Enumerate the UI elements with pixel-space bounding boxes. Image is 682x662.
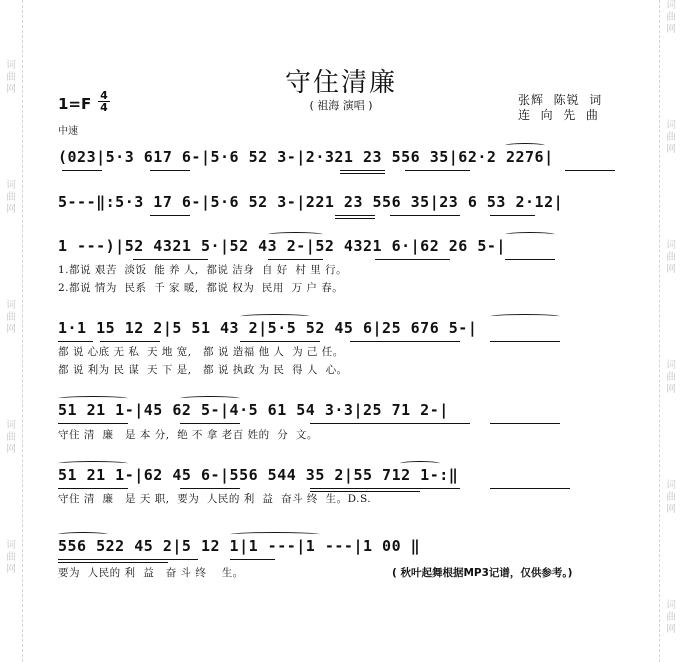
singer-credit: ( 祖海 演唱 ) [309, 99, 373, 112]
tie-slur [400, 461, 440, 466]
beam-underline [390, 215, 460, 216]
watermark-text: 词 曲 网 [666, 120, 676, 155]
beam-underline [310, 488, 460, 489]
beam-underline [335, 215, 375, 216]
notation-line-5: 51 21 1-|45 62 5-|4·5 61 54 3·3|25 71 2-| [58, 401, 449, 419]
lyric-verse-2: 都 说 利为 民 谋 天 下 是, 都 说 执政 为 民 得 人 心。 [58, 364, 348, 376]
tie-slur [505, 232, 555, 237]
lyric-verse-1: 1.都说 艰苦 淡饭 能 养 人, 都说 洁身 自 好 村 里 行。 [58, 264, 348, 276]
watermark-text: 词 曲 网 [666, 360, 676, 395]
tie-slur [58, 396, 128, 401]
key-signature: 1=F [58, 95, 92, 113]
watermark-text: 词 曲 网 [666, 0, 676, 35]
beam-underline [350, 341, 460, 342]
watermark-text: 词 曲 网 [6, 420, 16, 455]
tempo-marking: 中速 [58, 126, 78, 137]
beam-underline [335, 218, 375, 219]
time-signature-bottom: 4 [100, 101, 108, 114]
beam-underline [490, 215, 535, 216]
tie-slur [490, 314, 560, 319]
lyric-line: 守住 清 廉 是 本 分, 绝 不 拿 老百 姓的 分 文。 [58, 429, 318, 441]
tie-slur [230, 532, 320, 537]
transcription-footnote: ( 秋叶起舞根据MP3记谱，仅供参考。) [392, 567, 573, 579]
beam-underline [100, 341, 160, 342]
beam-underline [240, 341, 320, 342]
beam-underline [505, 259, 555, 260]
time-signature-top: 4 [100, 89, 108, 102]
lyric-verse-1: 都 说 心底 无 私 天 地 宽, 都 说 造福 他 人 为 己 任。 [58, 346, 344, 358]
lyric-verse-2: 2.都说 情为 民系 千 家 暖, 都说 权为 民用 万 户 春。 [58, 282, 344, 294]
watermark-text: 词 曲 网 [6, 300, 16, 335]
beam-underline [340, 173, 385, 174]
notation-line-1: (023|5·3 617 6-|5·6 52 3-|2·321 23 556 35|62·2 2276| [58, 148, 554, 166]
composer-credit: 连 向 先 曲 [518, 108, 599, 122]
beam-underline [405, 170, 470, 171]
tie-slur [180, 396, 240, 401]
lyric-line: 守住 清 廉 是 天 职, 要为 人民的 利 益 奋斗 终 生。D.S. [58, 493, 372, 505]
beam-underline [58, 488, 128, 489]
beam-underline [565, 170, 615, 171]
time-signature [98, 90, 110, 113]
watermark-text: 词 曲 网 [6, 540, 16, 575]
beam-underline [150, 215, 190, 216]
notation-line-4: 1·1 15 12 2|5 51 43 2|5·5 52 45 6|25 676 5-| [58, 319, 478, 337]
tie-slur [505, 143, 545, 148]
beam-underline [180, 488, 240, 489]
beam-underline [180, 423, 240, 424]
watermark-text: 词 曲 网 [666, 600, 676, 635]
lyric-line: 要为 人民的 利 益 奋 斗 终 生。 [58, 567, 244, 579]
watermark-text: 词 曲 网 [666, 480, 676, 515]
beam-underline [310, 423, 470, 424]
song-title: 守住清廉 [284, 68, 397, 98]
beam-underline [490, 488, 570, 489]
beam-underline [150, 170, 190, 171]
beam-underline [58, 341, 93, 342]
tie-slur [58, 461, 128, 466]
tie-slur [58, 532, 108, 537]
beam-underline [340, 170, 385, 171]
notation-line-7: 556 522 45 2|5 12 1|1 ---|1 ---|1 00 ‖ [58, 537, 421, 555]
tie-slur [268, 232, 323, 237]
beam-underline [133, 259, 208, 260]
lyricist-credit: 张辉 陈锐 词 [518, 93, 603, 107]
watermark-text: 词 曲 网 [6, 180, 16, 215]
beam-underline [58, 559, 198, 560]
beam-underline [58, 423, 128, 424]
beam-underline [58, 562, 168, 563]
beam-underline [375, 259, 450, 260]
beam-underline [62, 170, 102, 171]
watermark-text: 词 曲 网 [6, 60, 16, 95]
beam-underline [490, 423, 560, 424]
notation-line-6: 51 21 1-|62 45 6-|556 544 35 2|55 712 1-:‖ [58, 466, 459, 484]
notation-line-2: 5---‖:5·3 17 6-|5·6 52 3-|221 23 556 35|23 6 53 2·12| [58, 193, 564, 211]
watermark-text: 词 曲 网 [666, 240, 676, 275]
tie-slur [240, 314, 310, 319]
beam-underline [268, 259, 323, 260]
beam-underline [230, 559, 275, 560]
composer-credits [518, 93, 602, 123]
beam-underline [490, 341, 560, 342]
notation-line-3: 1 ---)|52 4321 5·|52 43 2-|52 4321 6·|62 26 5-| [58, 237, 506, 255]
